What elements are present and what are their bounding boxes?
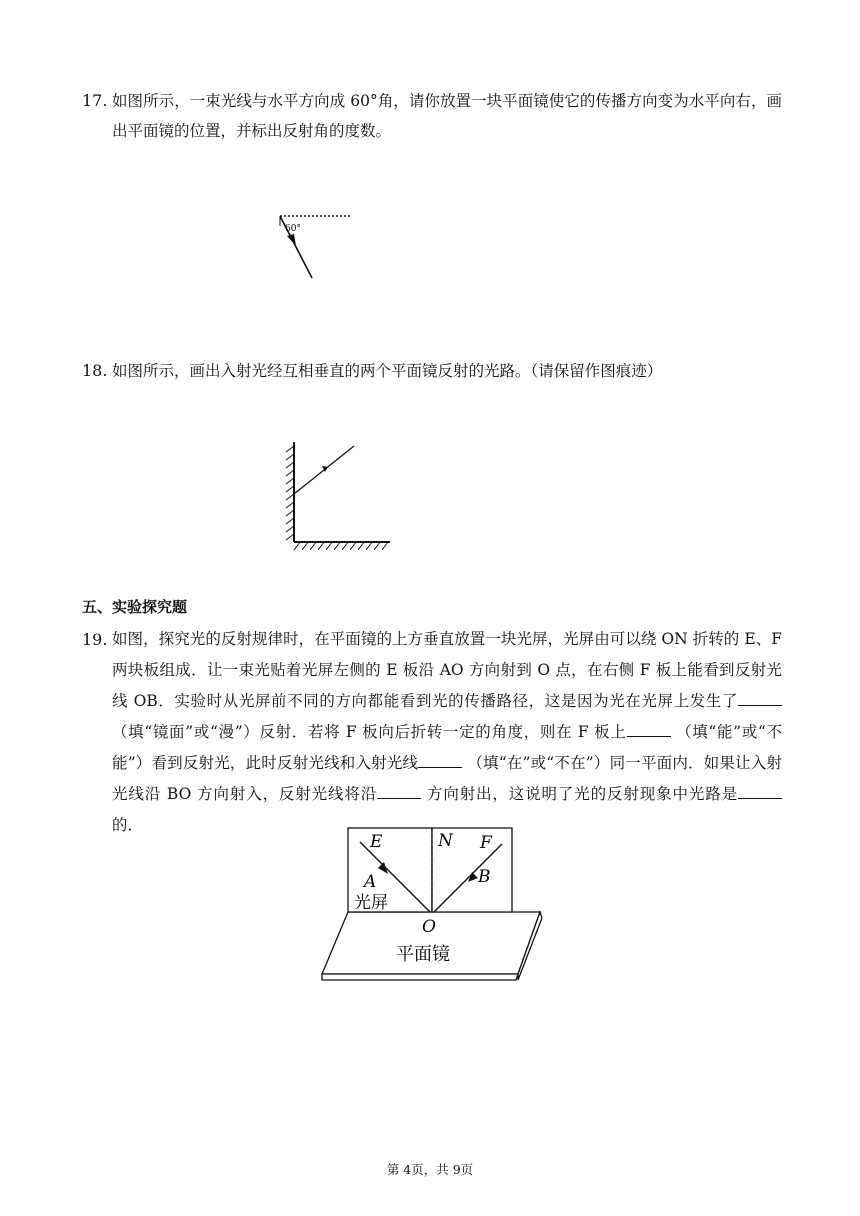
answer-blank-5[interactable] [738, 780, 782, 799]
q19-text-part: （填“镜面”或“漫”）反射．若将 F 板向后折转一定的角度，则在 F 板上 [112, 723, 627, 741]
label-o: O [422, 917, 436, 937]
label-f: F [480, 833, 492, 853]
q18-figure [282, 438, 402, 558]
label-e: E [370, 832, 383, 852]
label-a: A [364, 872, 377, 892]
label-mirror: 平面镜 [396, 944, 450, 965]
vertical-mirror-hatching [286, 446, 294, 540]
angle-label: 60° [285, 224, 301, 234]
q19-text-part: 如图，探究光的反射规律时，在平面镜的上方垂直放置一块光屏，光屏由可以绕 ON 折转的 E、F 两块板组成．让一束光贴着光屏左侧的 E 板沿 AO 方向射到 O 点，在右侧 F 板上能看到反射光线 OB．实验时从光屏前不同的方向都能看到光的传播路径，这是因为光在光屏上发生了 [112, 630, 782, 710]
question-number: 18. [82, 361, 108, 380]
q19-text-part: （填“能”或“不能”）看到反射光，此时反射光线和入射光线 [112, 723, 782, 772]
question-number: 17. [82, 91, 108, 110]
question-text [112, 624, 782, 841]
q17-figure [272, 208, 372, 288]
label-n: N [438, 831, 453, 851]
question-17 [82, 86, 782, 146]
answer-blank-3[interactable] [418, 749, 462, 768]
label-b: B [478, 867, 491, 887]
question-19 [82, 624, 782, 841]
label-screen: 光屏 [354, 893, 388, 913]
answer-blank-4[interactable] [377, 780, 421, 799]
question-number: 19. [82, 630, 108, 649]
question-text: 如图所示，画出入射光经互相垂直的两个平面镜反射的光路。（请保留作图痕迹） [112, 362, 663, 380]
arrow-icon [287, 234, 296, 246]
horizontal-mirror-hatching [294, 542, 388, 550]
question-text: 如图所示，一束光线与水平方向成 60°角，请你放置一块平面镜使它的传播方向变为水平向右，画出平面镜的位置，并标出反射角的度数。 [112, 92, 782, 140]
q19-text-part: （填“在”或“不在”）同一平面内．如果让入射光线沿 BO 方向射入，反射光线将沿 [112, 754, 782, 803]
section-title: 五、实验探究题 [82, 598, 188, 616]
answer-blank-2[interactable] [627, 718, 671, 737]
answer-blank-1[interactable] [738, 687, 782, 706]
q19-text-part: 的． [112, 816, 144, 834]
q19-figure [318, 824, 548, 984]
mirror-edge [322, 974, 518, 980]
page-footer: 第 4页，共 9页 [386, 1162, 474, 1177]
question-18 [82, 356, 782, 386]
q19-text-part: 方向射出，这说明了光的反射现象中光路是 [426, 785, 738, 803]
